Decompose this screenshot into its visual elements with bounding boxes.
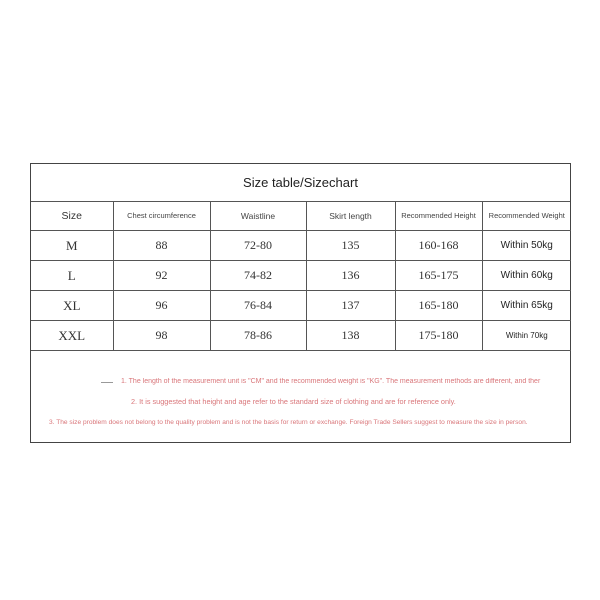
note-dash-mark (101, 382, 113, 383)
cell-height: 160-168 (395, 231, 482, 261)
header-weight: Recommended Weight (482, 201, 571, 231)
cell-weight: Within 70kg (482, 321, 571, 351)
cell-size: L (31, 261, 113, 291)
table-row (31, 231, 571, 261)
cell-size: XL (31, 291, 113, 321)
note-2: 2. It is suggested that height and age refer to the standard size of clothing and are for reference only. (131, 397, 456, 406)
header-waist: Waistline (210, 201, 306, 231)
header-height: Recommended Height (395, 201, 482, 231)
note-3: 3. The size problem does not belong to the quality problem and is not the basis for return or exchange. Foreign Trade Sellers suggest to measure the size in person. (49, 419, 528, 426)
cell-waist: 72-80 (210, 231, 306, 261)
cell-skirt: 136 (306, 261, 395, 291)
size-chart-title: Size table/Sizechart (31, 164, 570, 202)
cell-height: 175-180 (395, 321, 482, 351)
cell-height: 165-180 (395, 291, 482, 321)
cell-chest: 96 (113, 291, 210, 321)
cell-weight: Within 60kg (482, 261, 571, 291)
cell-size: XXL (31, 321, 113, 351)
cell-weight: Within 50kg (482, 231, 571, 261)
size-table (31, 201, 571, 351)
table-row (31, 291, 571, 321)
cell-chest: 98 (113, 321, 210, 351)
cell-chest: 92 (113, 261, 210, 291)
cell-height: 165-175 (395, 261, 482, 291)
cell-size: M (31, 231, 113, 261)
cell-waist: 78-86 (210, 321, 306, 351)
cell-skirt: 137 (306, 291, 395, 321)
notes-section (31, 352, 570, 442)
table-row (31, 261, 571, 291)
cell-waist: 76-84 (210, 291, 306, 321)
cell-skirt: 135 (306, 231, 395, 261)
size-chart (30, 163, 571, 443)
table-header-row (31, 201, 571, 231)
header-size: Size (31, 201, 113, 231)
cell-chest: 88 (113, 231, 210, 261)
header-chest: Chest circumference (113, 201, 210, 231)
cell-skirt: 138 (306, 321, 395, 351)
note-1: 1. The length of the measurement unit is "CM" and the recommended weight is "KG". The measurement methods are different, and ther (121, 378, 541, 385)
header-skirt: Skirt length (306, 201, 395, 231)
cell-waist: 74-82 (210, 261, 306, 291)
cell-weight: Within 65kg (482, 291, 571, 321)
table-row (31, 321, 571, 351)
